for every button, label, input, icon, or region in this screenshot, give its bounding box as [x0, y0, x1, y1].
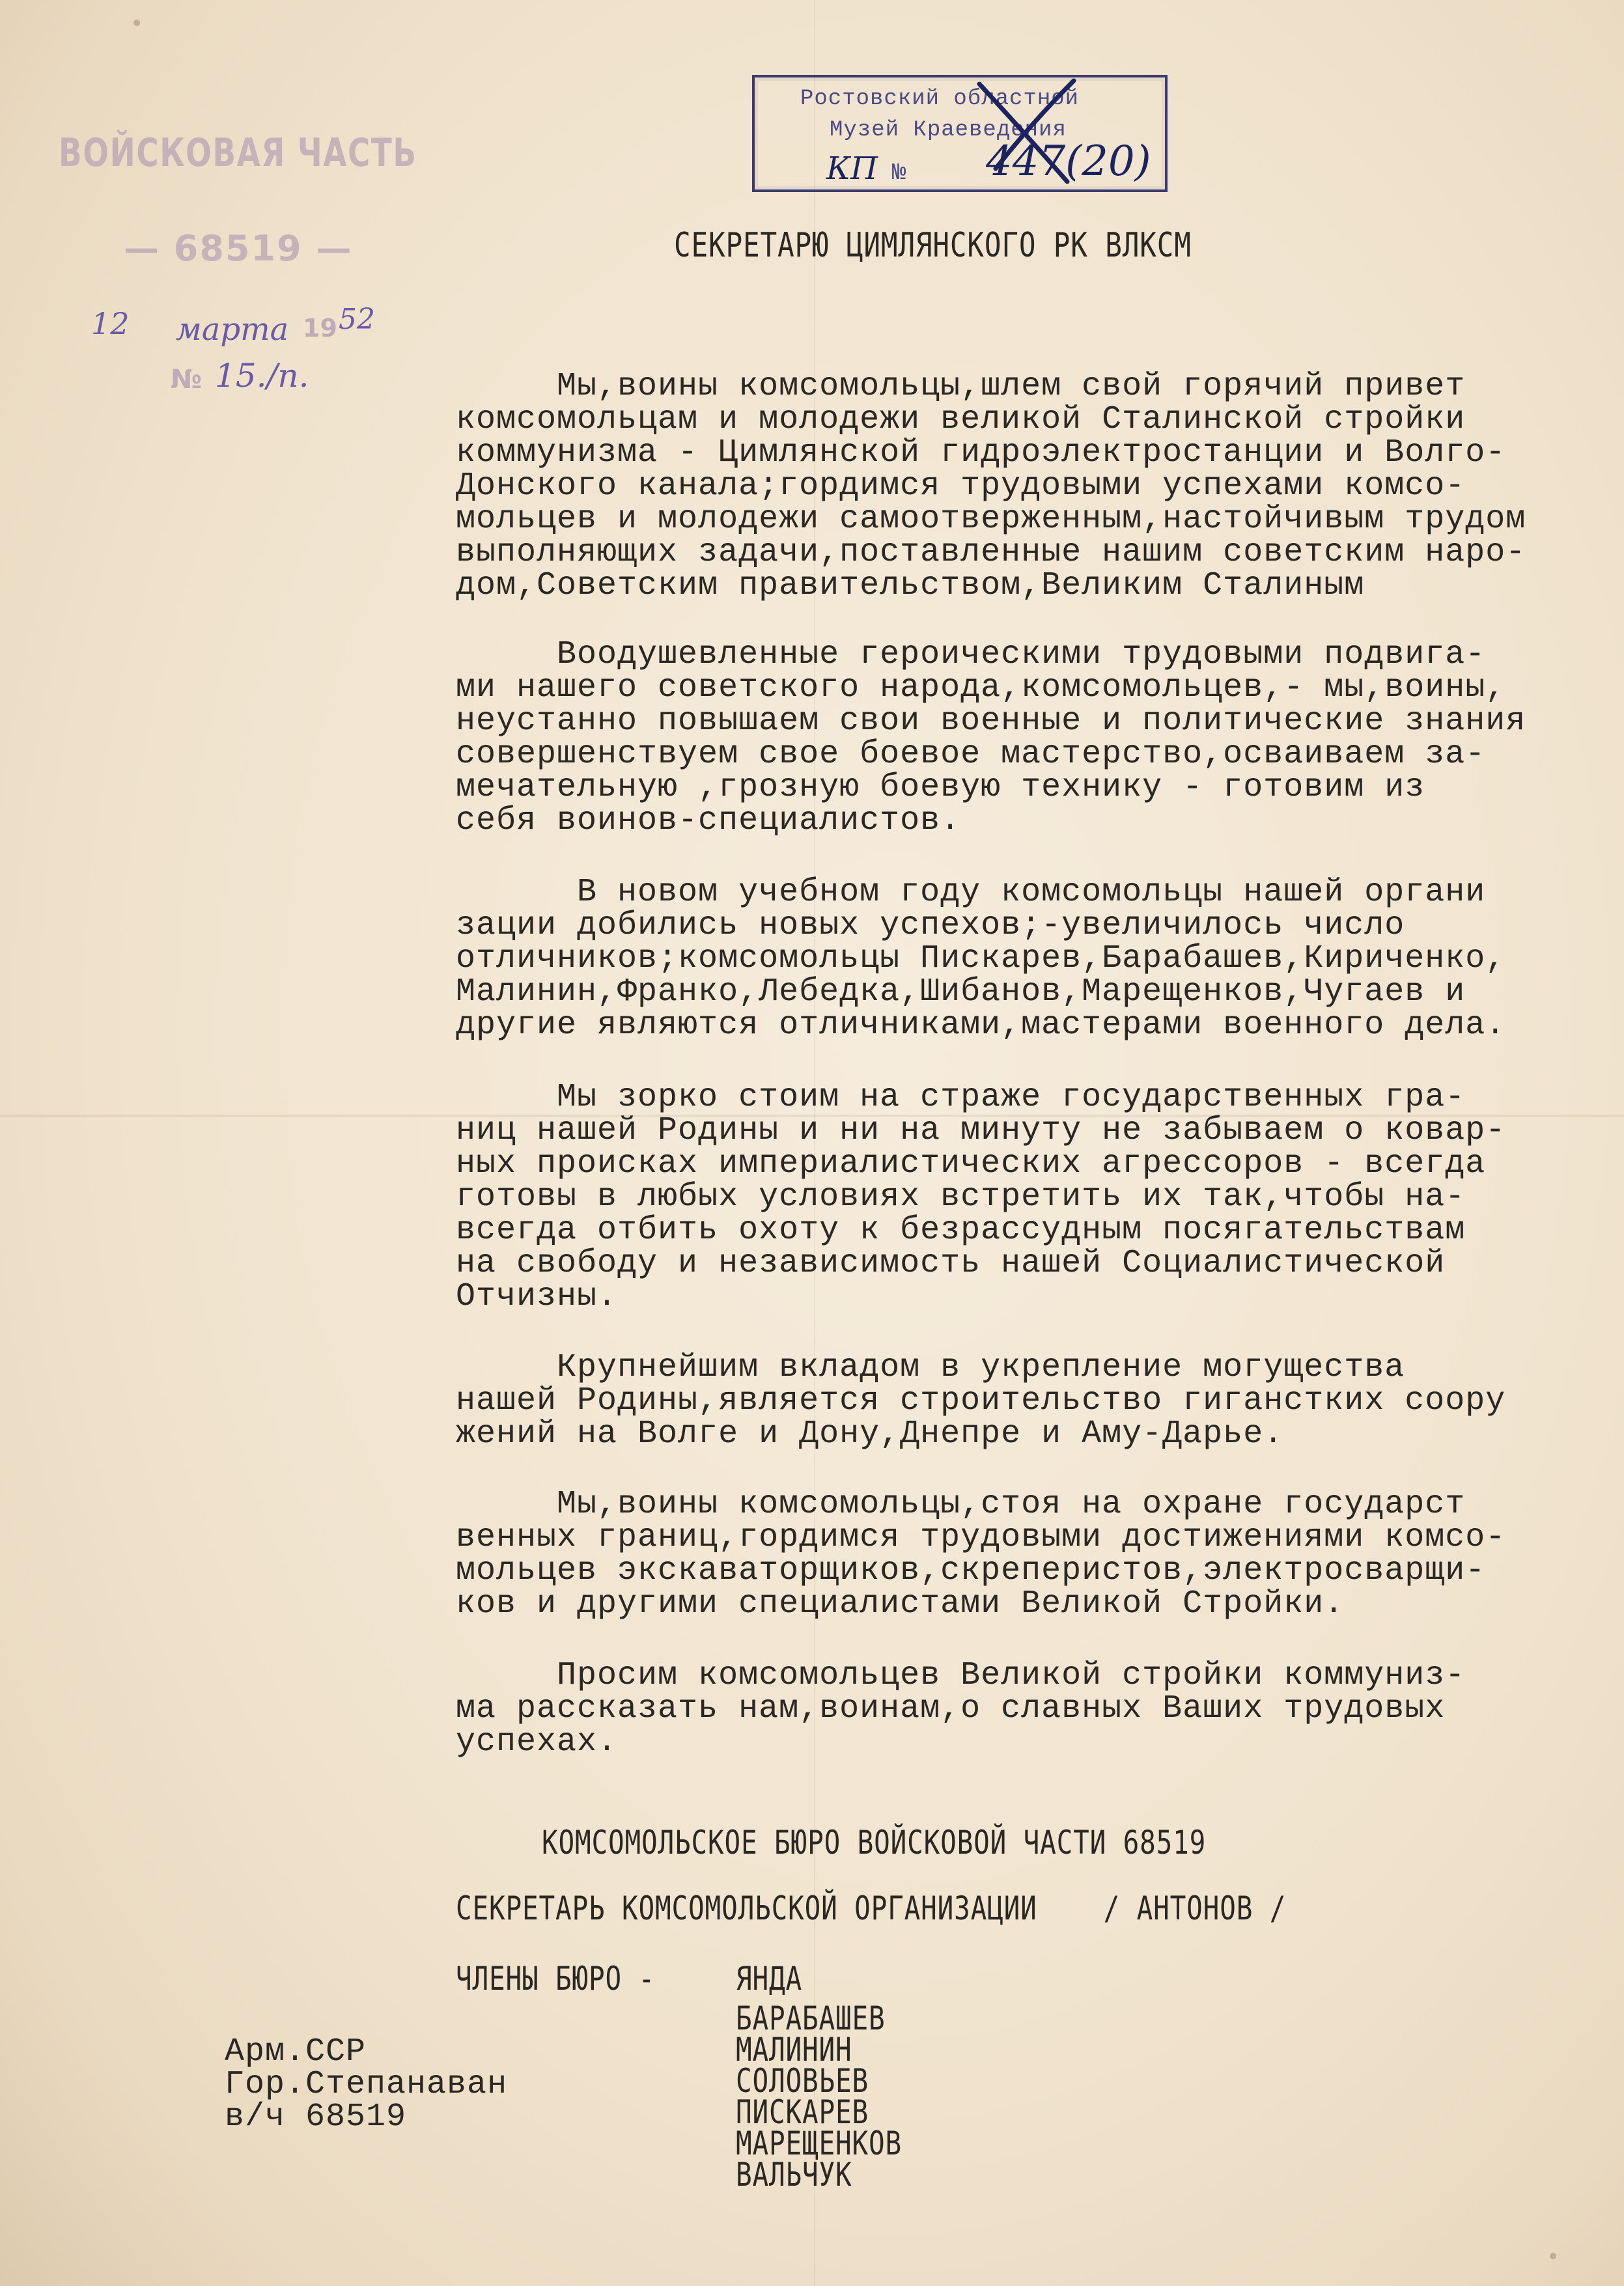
museum-stamp-kp: КП — [826, 150, 878, 187]
paragraph-4 — [456, 1081, 1602, 1313]
paragraph-line: коммунизма - Цимлянской гидроэлектростанции и Волго- — [456, 434, 1506, 471]
paragraph-7 — [456, 1659, 1602, 1759]
bureau-line: КОМСОМОЛЬСКОЕ БЮРО ВОЙСКОВОЙ ЧАСТИ 68519 — [542, 1824, 1207, 1861]
members-list — [736, 2000, 903, 2194]
paragraph-line: Отчизны. — [456, 1278, 618, 1315]
paragraph-line: дом,Советским правительством,Великим Сталиным — [456, 567, 1365, 604]
stamp-doc-number-prefix: № — [171, 365, 203, 395]
paragraph-line: комсомольцам и молодежи великой Сталинской стройки — [456, 401, 1466, 438]
paragraph-line: ми нашего советского народа,комсомольцев,- мы,воины, — [456, 669, 1506, 706]
paragraph-line: венных границ,гордимся трудовыми достижениями комсо- — [456, 1519, 1506, 1556]
document-title: СЕКРЕТАРЮ ЦИМЛЯНСКОГО РК ВЛКСМ — [674, 226, 1192, 265]
museum-stamp-line3 — [826, 150, 906, 187]
paragraph-line: себя воинов-специалистов. — [456, 802, 961, 839]
stamp-date-day: 12 — [91, 306, 130, 341]
address-line: в/ч 68519 — [225, 2098, 407, 2136]
paragraph-line: мольцев экскаваторщиков,скреперистов,электросварщи- — [456, 1552, 1486, 1589]
sender-address — [225, 2033, 508, 2136]
paragraph-2 — [456, 638, 1602, 837]
paper-mark — [1550, 2253, 1556, 2259]
paragraph-line: мольцев и молодежи самоотверженным,настойчивым трудом — [456, 501, 1526, 538]
paragraph-line: всегда отбить охоту к безрассудным посягательствам — [456, 1212, 1466, 1249]
member-name: МАРЕЩЕНКОВ — [736, 2125, 903, 2162]
paragraph-line: нашей Родины,является строительство гиганстких соору — [456, 1382, 1506, 1419]
paragraph-line: другие являются отличниками,мастерами военного дела. — [456, 1007, 1506, 1044]
museum-stamp-handwritten-number: 447(20) — [986, 137, 1151, 186]
paragraph-line: ма рассказать нам,воинам,о славных Ваших трудовых — [456, 1690, 1446, 1727]
stamp-date-year-prefix: 19 — [303, 314, 337, 342]
member-name: ЯНДА — [736, 1960, 803, 1998]
paragraph-1 — [456, 370, 1602, 602]
paragraph-line: ниц нашей Родины и ни на минуту не забываем о ковар- — [456, 1112, 1506, 1149]
paragraph-line: Мы,воины комсомольцы,стоя на охране государст — [456, 1486, 1466, 1523]
paragraph-line: Мы,воины комсомольцы,шлем свой горячий привет — [456, 368, 1466, 405]
paragraph-line: Донского канала;гордимся трудовыми успехами комсо- — [456, 467, 1466, 505]
paragraph-line: на свободу и независимость нашей Социалистической — [456, 1245, 1446, 1282]
member-name: ПИСКАРЕВ — [736, 2093, 869, 2131]
paragraph-line: зации добились новых успехов;-увеличилось число — [456, 907, 1405, 944]
stamp-date-year: 52 — [339, 303, 375, 336]
address-line: Гор.Степанаван — [225, 2066, 508, 2103]
paragraph-line: Малинин,Франко,Лебедка,Шибанов,Марещенков,Чугаев и — [456, 973, 1466, 1011]
paragraph-line: успехах. — [456, 1723, 618, 1761]
paragraph-line: В новом учебном году комсомольцы нашей органи — [456, 874, 1486, 911]
stamp-doc-number: 15./п. — [215, 357, 309, 395]
paragraph-line: совершенствуем свое боевое мастерство,осваиваем за- — [456, 736, 1486, 773]
museum-stamp-no: № — [891, 160, 906, 186]
paragraph-line: Воодушевленные героическими трудовыми подвига- — [456, 636, 1486, 673]
paragraph-6 — [456, 1488, 1602, 1621]
member-name: МАЛИНИН — [736, 2031, 852, 2069]
paragraph-line: Крупнейшим вкладом в укрепление могущества — [456, 1349, 1405, 1386]
museum-stamp — [752, 75, 1168, 192]
paragraph-line: мечательную ,грозную боевую технику - готовим из — [456, 769, 1425, 806]
secretary-line: СЕКРЕТАРЬ КОМСОМОЛЬСКОЙ ОРГАНИЗАЦИИ / АНТОНОВ / — [456, 1889, 1287, 1927]
paragraph-line: ков и другими специалистами Великой Стройки. — [456, 1585, 1345, 1623]
paragraph-line: ных происках империалистических агрессоров - всегда — [456, 1145, 1486, 1182]
member-name: ВАЛЬЧУК — [736, 2156, 852, 2194]
address-line: Арм.ССР — [225, 2033, 367, 2070]
paragraph-line: неустанно повышаем свои военные и политические знания — [456, 703, 1526, 740]
paragraph-line: готовы в любых условиях встретить их так,чтобы на- — [456, 1178, 1466, 1216]
member-name: СОЛОВЬЕВ — [736, 2062, 869, 2100]
museum-stamp-line2: Музей Краеведения — [830, 118, 1067, 143]
unit-stamp-name: ВОЙСКОВАЯ ЧАСТЬ — [59, 130, 417, 176]
paper-mark — [133, 20, 140, 26]
member-name: БАРАБАШЕВ — [736, 2000, 886, 2037]
paragraph-line: отличников;комсомольцы Пискарев,Барабашев,Кириченко, — [456, 940, 1506, 977]
members-label: ЧЛЕНЫ БЮРО - — [456, 1960, 656, 1998]
paragraph-line: Просим комсомольцев Великой стройки коммуниз- — [456, 1657, 1466, 1694]
unit-stamp-number: — 68519 — — [124, 228, 353, 269]
paragraph-line: жений на Волге и Дону,Днепре и Аму-Дарье. — [456, 1415, 1284, 1453]
paragraph-line: выполняющих задачи,поставленные нашим советским наро- — [456, 534, 1526, 571]
paragraph-line: Мы зорко стоим на страже государственных гра- — [456, 1079, 1466, 1116]
paragraph-5 — [456, 1351, 1602, 1451]
stamp-date-month: марта — [176, 311, 289, 348]
museum-stamp-line1: Ростовский областной — [800, 87, 1080, 111]
paragraph-3 — [456, 876, 1602, 1042]
museum-stamp-cross-mark — [970, 71, 1080, 188]
